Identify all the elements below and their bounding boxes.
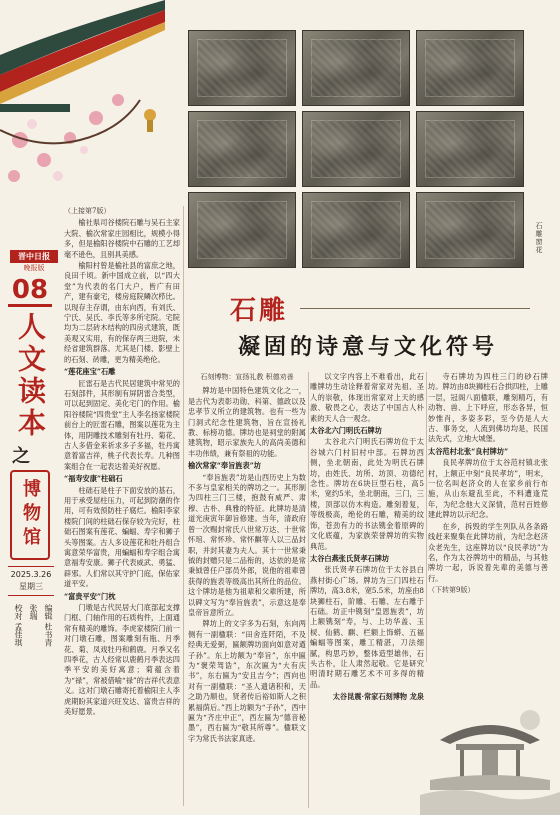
section-museum-seal: 博物馆 (10, 470, 50, 560)
section-heading: 太谷北六门明氏石牌坊 (310, 426, 382, 436)
paragraph: 匠雷石是古代民居建筑中常见的石刻部件，其形制有屏阴雷合类型，可以起到固定、美化宅门的作用。榆阳谷楼院“四贵堂”主人李名扬家楼院前台上的匠雷石雕，图案以莲花为主体，用阴雕技术雕刻有牡丹、菊花、古人多借金来祈求多子多福，牡丹寓意着富吉祥，桃子代表长寿。几种图案组合在一起表达着美好祝愿。 (64, 378, 180, 471)
paragraph: 太谷北六门明氏石牌坊位于太谷城六门村旧村中部。石牌坊西侧，坐北朝南，此处为明氏石牌坊，由姓氏、坊所、坊顶、功德纪念性。牌坊在6块巨型石柱，高5米，宽约5米，坐北朝南，三门，三楼，顶部以仿木构造。雕刻着复，等级极高，绝伦的石雕，精美的纹饰，苍劲有力的书法镌金着原碑的文化底蕴，为家族荣誉牌坊的实物典范。 (310, 437, 424, 551)
date-block (8, 566, 54, 596)
carving-photo (416, 111, 524, 187)
pavilion-illustration (420, 680, 560, 815)
section-heading: 太谷范村北张“良村牌坊” (428, 446, 509, 456)
eaves-illustration (0, 0, 165, 190)
section-heading: “福寿安康”柱础石 (64, 474, 123, 484)
issue-weekday: 星期三 (19, 582, 43, 591)
title-rule (300, 308, 530, 309)
column-divider (183, 206, 184, 806)
text-column-2 (188, 372, 306, 808)
carving-photo (188, 111, 296, 187)
carving-photo (416, 192, 524, 268)
pavilion-icon (420, 680, 560, 815)
staff-credit: 张瑞 (29, 604, 38, 620)
author: 太谷昆震·常家石刻博物 龙泉 (332, 692, 424, 702)
carving-photo (302, 111, 410, 187)
stone-carving-photos (188, 30, 524, 268)
column-divider (308, 372, 309, 808)
paragraph: 门墩是古代民居大门底部起支撑门框、门轴作用的石质构件，上面通常有精美的雕饰。李虎家楼院门前一对门墩石雕，图案雕刻有瓶、月季花、菊、凤戏牡丹和鹤鹿。月季又名四季花，古人经常以鹿鹤月季表达四季平安的美好寓意；菊蕴含着为“禄”，常被借喻“禄”的吉祥代表意义。这对门墩石雕寄托着榆阳主人李虎期盼其家道兴旺发达、富贵吉祥的美好愿景。 (64, 603, 180, 717)
brand-name: 晋中日报 (10, 250, 58, 263)
section-heading: 太谷白燕张氏贤孝石牌坊 (310, 553, 390, 563)
paragraph: 张氏贤孝石牌坊位于太谷县白燕村街心广场。牌坊为三门四柱石牌坊，高3.8米，宽5.5米，坊座由8块狮柱石，阶雕、石雕、左右雕于石础。坊正中镌刻“皇恩旌表”，坊上额镌刻“寿，与、上坊华盖、玉棂、仙鹤、麒、栏额上饰蟒、五福蝙蝠等图案，雕工精湛，刀法细腻，构思巧妙，整体造型雄伟，石头古朴，让人肃然起敬。它是研究明清时期石雕艺术不可多得的精品。 (310, 565, 424, 689)
newspaper-logo (10, 250, 58, 270)
paragraph: 榆阳村曾是榆社县的富庶之地，良田千顷。新中国成立前，以“四大堂”为代表的名门大户，皆广有田产，建有豪宅，楼房庭院鳞次栉比。以现存主存谓，由东向西，有刘氏、宁氏、吴氏、李氏等多所宅院。宅院均为二层砖木结构的四房式建筑，既美观又实用，有的保存两三进院，未经省建筑群落。尤其是门楼、影壁上的石刻、砖雕，更为精美绝伦。 (64, 261, 180, 364)
paragraph: 榆社県司谷楼院石雕与吴石主家大院、榆次常家庄园相比，规模小得多，但是榆阳谷楼院中石雕的工艺却毫不逊色，且别具美感。 (64, 218, 180, 259)
paragraph: 牌坊上的文字多为石刻，东向两侧有一副楹联：“田舍连阡陌，不及经典无爱弼，匾额牌坊面向如意对遒子孙”。东上坊额为“奉旨”，东中匾为“褒荣驾诰”，东次匾为“大有庆书”，东右匾为“安且吉今”；西向也对有一副楹联：“圣人遗诸积和，天之助乃顺也，贤者传后裕如斯人之积累福荫后。”西上坊额为“子孙”，西中匾为“齐庄中正”，西左匾为“德音秘墨”，西右匾为“敬其所尊”。楹联文字为常氏书法家真迹。 (188, 619, 306, 743)
paragraph: 在乡，拆毁的学生列队从各条路线赶来聚集在此牌坊前，为纪念赵济众老先生，这座牌坊以“良民孝坊”为名，作为太谷牌坊中的精品，与其他牌坊一起，诉说着先辈的美德与善行。 (428, 521, 548, 583)
staff-credit: 编辑 杜书青 (44, 604, 53, 647)
paragraph: “奉旨旌表”坊是山西历史上为数不多与皇家相关的牌坊之一。其形制为四柱三门三楼，抱鼓有威严、肃穆、古朴、典雅的特征。此牌坊是清道光庚寅年御旨修建。当年，清政府曾一次赐封常氏八世常万达、十世常怀琯、常怀珍、常怀麒等人以三品封职，并封其妻为夫人。其十一世常秉钺的封赠只是二品衔的，达依的是常秉钺曾任户部员外郎，说他的祖辈曾获得的旌表等级高出其所仕的品位。这个牌坊是他为祖辈和父辈所建，所以碑文写为“奉旨旌表”，示意这是奉皇帝旨意所立。 (188, 472, 306, 617)
eaves-blossom-decoration (0, 0, 165, 190)
byline: 石刻博物：宣扬礼教 积德劝善 (200, 373, 294, 381)
paragraph: 以文字内容上不难看出，此石雕牌坊生动诠释着常家对先祖、圣人的崇敬，体现出常家对上天的感激、敬畏之心，表达了中国古人朴素的天人合一观念。 (310, 372, 424, 423)
note: （下转第9版） (428, 586, 475, 595)
paragraph: 良民孝牌坊位于太谷范村镇北张村，上额正中刻“良民孝坊”，明末，一位名叫赵济众的人在家乡前行布施，从山东避乱至此，不料遭逢荒年，为纪念他大义深情，范村百姓修建此牌坊以示纪念。 (428, 458, 548, 520)
staff-credits (10, 604, 54, 754)
note: （上接第7版） (64, 207, 111, 215)
text-column-1 (64, 206, 180, 806)
paragraph: 寺石牌坊为四柱三门的砂石牌坊。牌坊由8块狮柱石合拱四柱，上雕一层，冠阁八面楹联，雕刻精巧，有动物、兽、上下呼应，形态各异，恒妙惟肖，多姿多彩，至今仍是人大古、事务交，人流到佛坊均是，民国法先式，立地大城堡。 (428, 372, 548, 444)
section-title: 人文读本 (14, 312, 47, 440)
issue-date: 2025.3.26 (10, 570, 52, 579)
photo-caption: 石雕窗花 (535, 222, 543, 254)
paragraph: 柱础石是柱子下面安放的基石，用于承受屋柱压力，可起到防潮的作用，可有效预防柱子腐烂。榆阳李家楼院门间的柱础石保存较为完好，柱础石图案有莲花、蝙蝠、寿字和狮子头等图案。古人多设莲花和牡丹组合寓意荣华富贵，用蝙蝠和寿字组合寓意福寿安康。狮子代表威武、勇猛、辟邪。人们常以其守护门庭，保佑家道平安。 (64, 485, 180, 589)
carving-photo (188, 30, 296, 106)
paragraph: 牌坊是中国特色建筑文化之一，是古代为表彰功勋、科第、德政以及忠孝节义所立的建筑物。也有一些为门洞式纪念性建筑物，旨在宣扬礼教、标榜功德。牌坊也是祠堂的附属建筑物，昭示家族先人的高尚美德和丰功伟绩，兼有祭祖的功能。 (188, 386, 306, 458)
carving-photo (416, 30, 524, 106)
carving-photo (302, 30, 410, 106)
text-column-4 (428, 372, 548, 662)
carving-photo (302, 192, 410, 268)
section-heading: 榆次常家“奉旨旌表”坊 (188, 461, 261, 471)
section-connector: 之 (12, 446, 30, 467)
section-heading: “富贵平安”门枕 (64, 591, 116, 601)
article-title: 石雕 (230, 296, 289, 326)
text-column-3 (310, 372, 424, 808)
column-divider (426, 372, 427, 662)
carving-photo (188, 192, 296, 268)
article-subtitle: 凝固的诗意与文化符号 (238, 334, 499, 360)
edition-label: 晚报版 (23, 264, 45, 272)
page-number: 08 (8, 276, 52, 307)
staff-credit: 校对 孟佳琪 (14, 604, 23, 647)
section-heading: “莲花座宝”石雕 (64, 367, 116, 377)
